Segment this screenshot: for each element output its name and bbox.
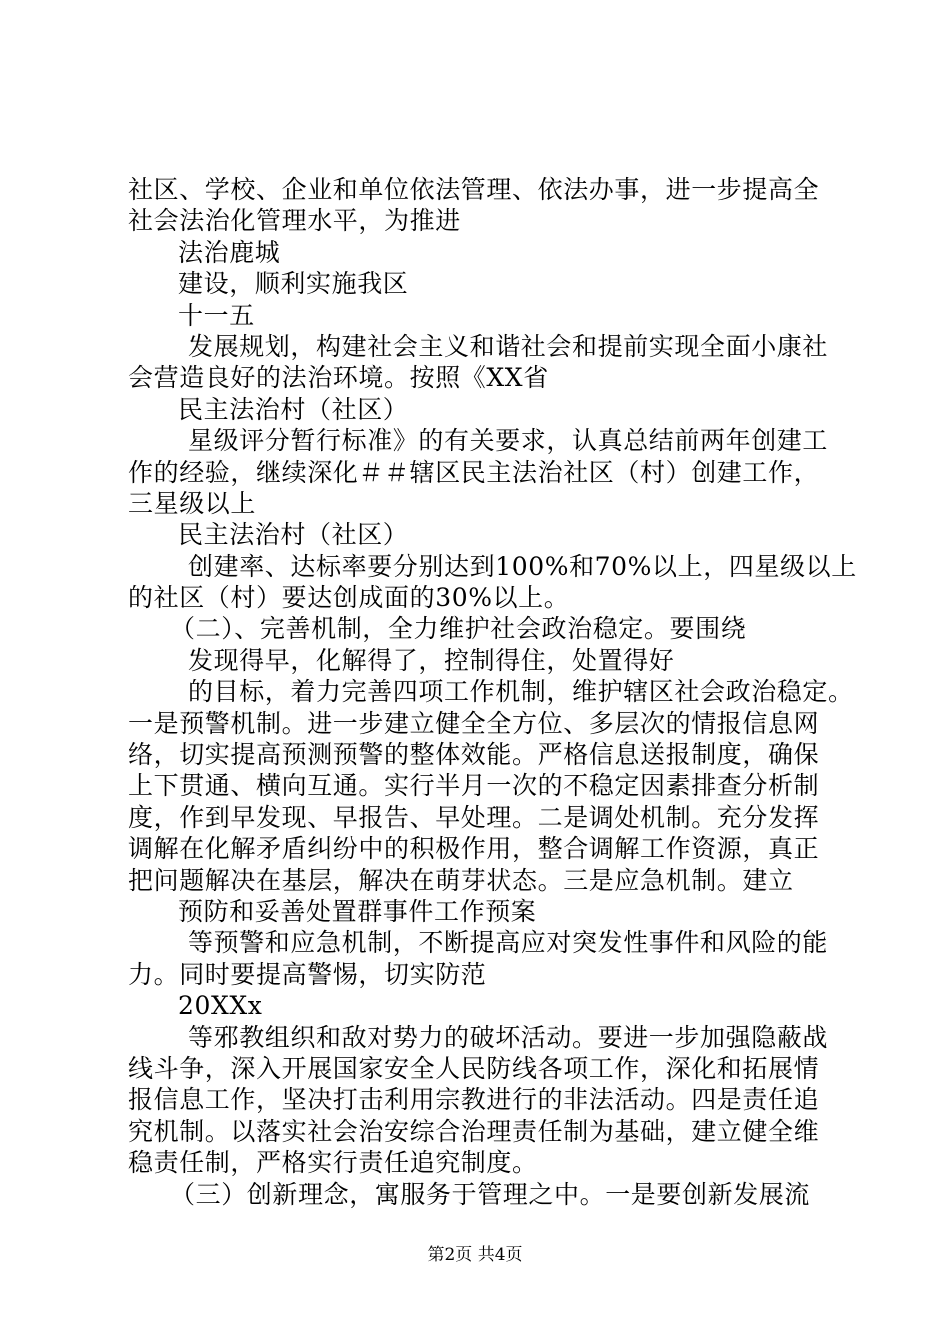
text-line: 等预警和应急机制，不断提高应对突发性事件和风险的能: [188, 928, 829, 958]
section-heading: （三）创新理念，寓服务于管理之中。一是要创新发展流: [170, 1179, 811, 1209]
text-line: 报信息工作，坚决打击利用宗教进行的非法活动。四是责任追: [128, 1085, 820, 1115]
text-line: 三星级以上: [128, 488, 257, 518]
text-line: 调解在化解矛盾纠纷中的积极作用，整合调解工作资源，真正: [128, 834, 820, 864]
text-line: 预防和妥善处置群事件工作预案: [178, 896, 537, 926]
text-line: 度，作到早发现、早报告、早处理。二是调处机制。充分发挥: [128, 802, 820, 832]
text-line: 究机制。以落实社会治安综合治理责任制为基础，建立健全维: [128, 1116, 820, 1146]
text-line: 会营造良好的法治环境。按照《XX省: [128, 363, 549, 393]
text-line: 一是预警机制。进一步建立健全全方位、多层次的情报信息网: [128, 708, 820, 738]
page-footer: [0, 1244, 950, 1266]
text-line: 络，切实提高预测预警的整体效能。严格信息送报制度，确保: [128, 740, 820, 770]
section-heading: （二）、完善机制，全力维护社会政治稳定。要围绕: [170, 614, 747, 644]
text-line: 发展规划，构建社会主义和谐社会和提前实现全面小康社: [188, 331, 829, 361]
text-line: 创建率、达标率要分别达到100%和70%以上，四星级以上: [188, 551, 857, 581]
text-line: 法治鹿城: [178, 237, 281, 267]
text-line: 建设，顺利实施我区: [178, 269, 409, 299]
text-line: 的目标，着力完善四项工作机制，维护辖区社会政治稳定。: [188, 677, 854, 707]
text-line: 力。同时要提高警惕，切实防范: [128, 959, 487, 989]
text-line: 的社区（村）要达创成面的30%以上。: [128, 583, 570, 613]
text-line: 把问题解决在基层，解决在萌芽状态。三是应急机制。建立: [128, 865, 794, 895]
text-line: 十一五: [178, 300, 255, 330]
text-line: 稳责任制，严格实行责任追究制度。: [128, 1148, 538, 1178]
text-line: 社区、学校、企业和单位依法管理、依法办事，进一步提高全: [128, 175, 820, 204]
text-line: 星级评分暂行标准》的有关要求，认真总结前两年创建工: [188, 426, 829, 456]
text-line: 作的经验，继续深化＃＃辖区民主法治社区（村）创建工作，: [128, 457, 820, 487]
text-line: 社会法治化管理水平，为推进: [128, 206, 461, 236]
page-number: 第2页 共4页: [427, 1245, 523, 1265]
text-line: 发现得早，化解得了，控制得住，处置得好: [188, 645, 675, 675]
text-line: 上下贯通、横向互通。实行半月一次的不稳定因素排查分析制: [128, 771, 820, 801]
text-line: 民主法治村（社区）: [178, 520, 409, 550]
text-line: 20XXx: [178, 991, 263, 1021]
text-line: 等邪教组织和敌对势力的破坏活动。要进一步加强隐蔽战: [188, 1022, 829, 1052]
document-body: [128, 174, 857, 1210]
text-line: 线斗争，深入开展国家安全人民防线各项工作，深化和拓展情: [128, 1053, 820, 1083]
text-line: 民主法治村（社区）: [178, 394, 409, 424]
